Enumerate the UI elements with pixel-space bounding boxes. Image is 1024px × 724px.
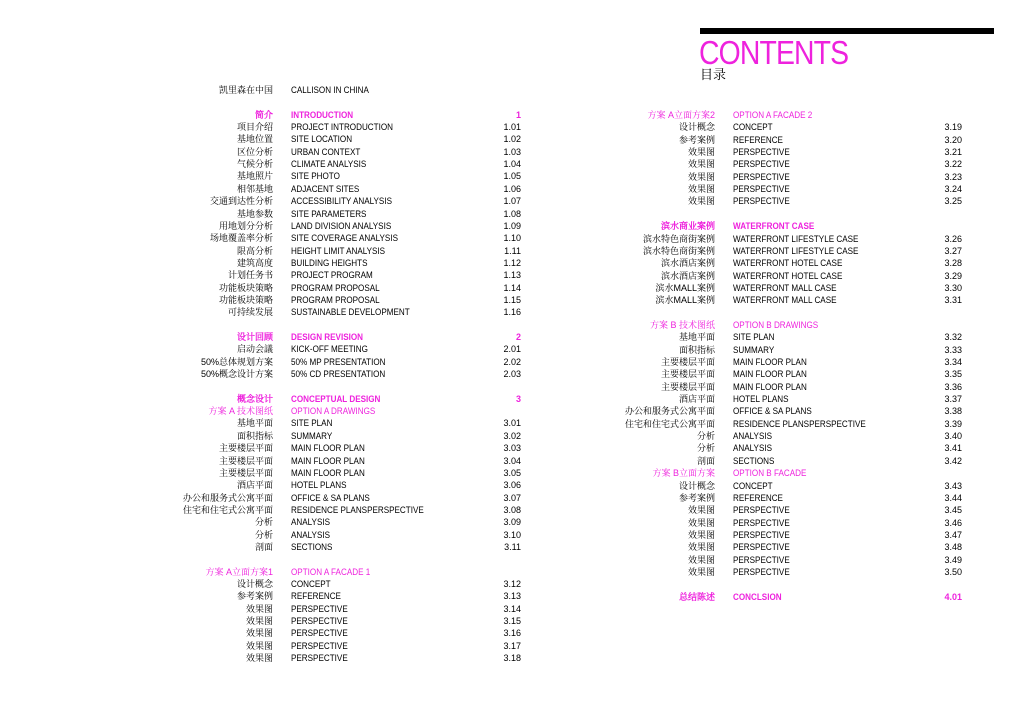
toc-page-number: 1 [515,109,521,120]
toc-english-label: CONCEPTUAL DESIGN [291,393,381,404]
toc-page-number: 3.16 [503,628,521,639]
toc-english-label: 50% CD PRESENTATION [291,369,386,380]
toc-english-label: CONCEPT [733,122,773,133]
toc-english-label: HOTEL PLANS [291,480,347,491]
toc-english-label: ANALYSIS [733,443,773,454]
toc-chinese-label: 分析 [696,443,715,454]
toc-page-number: 3.01 [503,418,521,429]
toc-page-number: 3.28 [944,258,962,269]
toc-entry [0,393,1024,405]
toc-english-label: REFERENCE [291,591,341,602]
toc-chinese-label: 方案 A 技术图纸 [208,406,273,417]
toc-entry [0,455,1024,467]
toc-english-label: CONCEPT [733,480,773,491]
toc-section-heading [0,591,1024,603]
toc-english-label: PERSPECTIVE [733,529,790,540]
toc-english-label: PERSPECTIVE [291,603,348,614]
toc-english-label: PERSPECTIVE [733,147,790,158]
toc-chinese-label: 参考案例 [678,134,715,145]
toc-english-label: PERSPECTIVE [291,653,348,664]
toc-page-number: 3.32 [944,332,962,343]
toc-page-number: 2.02 [503,356,521,367]
toc-chinese-label: 效果图 [687,529,715,540]
toc-english-label: WATERFRONT CASE [733,221,815,232]
toc-entry [0,640,1024,652]
toc-page-number: 3.17 [503,640,521,651]
toc-page-number: 3.25 [944,196,962,207]
toc-entry [0,171,1024,183]
toc-page-number: 3.35 [944,369,962,380]
toc-chinese-label: 剖面 [696,455,715,466]
toc-chinese-label: 区位分析 [236,146,273,157]
toc-chinese-label: 设计概念 [236,579,273,589]
toc-chinese-label: 办公和服务式公寓平面 [182,492,273,503]
toc-entry [0,331,1024,343]
toc-chinese-label: 效果图 [687,159,715,170]
toc-page-number: 3.14 [503,603,521,614]
toc-chinese-label: 滨水酒店案例 [660,270,715,281]
toc-english-label: REFERENCE [733,492,783,503]
toc-page-number: 3.39 [944,418,962,429]
toc-page-number: 3.12 [503,579,521,589]
toc-english-label: URBAN CONTEXT [291,146,361,157]
toc-english-label: SECTIONS [733,455,775,466]
toc-entry [0,208,1024,220]
toc-page-number: 3.29 [944,270,962,281]
toc-chinese-label: 基地平面 [236,418,273,429]
toc-page-number: 3.18 [503,653,521,664]
toc-english-label: SUMMARY [733,344,775,355]
toc-page-number: 3.20 [944,134,962,145]
toc-page-number: 3.47 [944,529,962,540]
toc-page-number: 3.21 [944,147,962,158]
toc-entry [0,405,1024,417]
toc-english-label: SITE PARAMETERS [291,208,367,219]
toc-chinese-label: 效果图 [245,628,273,639]
toc-english-label: OPTION A FACADE 2 [733,110,813,120]
toc-english-label: MAIN FLOOR PLAN [733,381,807,392]
toc-chinese-label: 总结陈述 [678,591,715,602]
toc-english-label: MAIN FLOOR PLAN [291,455,365,466]
toc-entry [0,356,1024,368]
toc-english-label: PERSPECTIVE [733,542,790,553]
toc-english-label: WATERFRONT MALL CASE [733,295,837,306]
toc-page-number: 3.13 [503,591,521,602]
toc-page-number: 3.04 [503,455,521,466]
toc-english-label: MAIN FLOOR PLAN [291,443,365,454]
toc-page-number: 1.07 [503,196,521,207]
toc-chinese-label: 50%概念设计方案 [200,369,273,380]
toc-english-label: SITE COVERAGE ANALYSIS [291,233,398,244]
toc-english-label: PROGRAM PROPOSAL [291,282,380,293]
toc-page-number: 3.07 [503,492,521,503]
toc-page-number: 3.19 [944,122,962,133]
toc-chinese-label: 简介 [254,109,273,120]
toc-english-label: OPTION A FACADE 1 [291,566,371,577]
toc-page-number: 3.23 [944,171,962,182]
toc-chinese-label: 50%总体规划方案 [200,356,273,367]
toc-page-number: 3.34 [944,357,962,367]
toc-entry [0,578,1024,590]
toc-chinese-label: 主要楼层平面 [218,467,273,478]
toc-chinese-label: 酒店平面 [236,480,273,491]
toc-english-label: PERSPECTIVE [291,640,348,651]
toc-entry [0,418,1024,430]
toc-chinese-label: 效果图 [687,517,715,528]
toc-english-label: ANALYSIS [291,529,331,540]
toc-page-number: 3.06 [503,480,521,491]
toc-entry [0,480,1024,492]
toc-chinese-label: 滨水特色商街案例 [642,245,715,256]
toc-chinese-label: 交通到达性分析 [209,196,273,207]
toc-english-label: PROGRAM PROPOSAL [291,294,380,305]
toc-chinese-label: 滨水特色商街案例 [642,233,715,244]
toc-page-number: 3.11 [504,541,521,552]
toc-chinese-label: 方案 B立面方案 [652,468,715,479]
toc-subsection-heading [0,319,1024,331]
toc-chinese-label: 功能板块策略 [218,294,273,305]
toc-page-number: 1.03 [503,146,521,157]
toc-entry [0,627,1024,639]
toc-page-number: 3.40 [944,431,962,442]
toc-english-label: DESIGN REVISION [291,332,364,342]
toc-chinese-label: 滨水MALL案例 [655,282,715,293]
toc-entry [0,306,1024,318]
toc-entry [0,652,1024,664]
toc-english-label: CLIMATE ANALYSIS [291,159,367,170]
toc-chinese-label: 效果图 [687,184,715,195]
toc-chinese-label: 方案 A立面方案2 [647,110,715,120]
toc-page-number: 1.13 [503,270,521,281]
toc-page-number: 3.42 [944,455,962,466]
toc-chinese-label: 方案 B 技术图纸 [649,319,715,330]
toc-english-label: ANALYSIS [733,431,773,442]
toc-page-number: 1.06 [503,183,521,194]
toc-page-number: 3.10 [503,529,521,540]
toc-page-number: 1.05 [503,171,521,182]
toc-english-label: RESIDENCE PLANSPERSPECTIVE [291,504,424,515]
toc-page-number: 3.26 [944,233,962,244]
toc-page-number: 3.50 [944,566,962,577]
toc-chinese-label: 参考案例 [236,591,273,602]
toc-entry [0,344,1024,356]
toc-chinese-label: 主要楼层平面 [218,455,273,466]
toc-chinese-label: 效果图 [245,640,273,651]
toc-english-label: WATERFRONT HOTEL CASE [733,258,843,269]
toc-entry [0,541,1024,553]
toc-english-label: SECTIONS [291,541,333,552]
toc-chinese-label: 主要楼层平面 [218,443,273,454]
toc-english-label: ADJACENT SITES [291,183,360,194]
toc-chinese-label: 设计概念 [678,122,715,133]
toc-entry [0,504,1024,516]
toc-english-label: PERSPECTIVE [733,196,790,207]
toc-chinese-label: 建筑高度 [236,257,273,268]
toc-page-number: 3.44 [944,492,962,503]
toc-entry [0,158,1024,170]
toc-chinese-label: 基地照片 [236,171,273,182]
toc-english-label: PERSPECTIVE [733,566,790,577]
toc-english-label: PERSPECTIVE [733,184,790,195]
toc-entry [0,282,1024,294]
toc-english-label: SITE PHOTO [291,171,340,182]
toc-english-label: PERSPECTIVE [733,554,790,565]
toc-chinese-label: 滨水酒店案例 [660,258,715,269]
toc-english-label: 50% MP PRESENTATION [291,356,386,367]
toc-page-number: 2.03 [503,369,521,380]
toc-chinese-label: 场地覆盖率分析 [209,233,273,244]
toc-page-number: 4.01 [944,591,962,602]
toc-chinese-label: 概念设计 [236,393,273,404]
toc-chinese-label: 效果图 [687,147,715,158]
toc-english-label: SITE LOCATION [291,134,353,145]
toc-page-number: 3.48 [944,542,962,553]
toc-entry [0,517,1024,529]
toc-english-label: OPTION B DRAWINGS [733,319,819,330]
toc-english-label: SUSTAINABLE DEVELOPMENT [291,307,410,318]
toc-page-number: 3.49 [944,554,962,565]
toc-chinese-label: 滨水MALL案例 [655,295,715,306]
toc-page-number: 1.10 [503,233,521,244]
toc-page-number: 3.30 [944,282,962,293]
toc-page-number: 3.31 [944,295,962,306]
toc-chinese-label: 限高分析 [236,245,273,256]
toc-chinese-label: 效果图 [687,196,715,207]
page-subtitle: 目录 [700,67,727,82]
toc-chinese-label: 主要楼层平面 [660,357,715,367]
toc-english-label: WATERFRONT LIFESTYLE CASE [733,233,859,244]
toc-chinese-label: 住宅和住宅式公寓平面 [624,418,715,429]
toc-entry [0,233,1024,245]
toc-page-number: 3.41 [944,443,962,454]
toc-chinese-label: 效果图 [245,616,273,627]
toc-chinese-label: 主要楼层平面 [660,369,715,380]
toc-english-label: HOTEL PLANS [733,394,789,405]
toc-chinese-label: 相邻基地 [236,183,273,194]
toc-page-number: 1.04 [503,159,521,170]
toc-english-label: MAIN FLOOR PLAN [733,357,807,367]
toc-english-label: CONCLSION [733,591,782,602]
toc-subsection-heading [0,467,1024,479]
toc-english-label: BUILDING HEIGHTS [291,257,368,268]
toc-page-number: 3.22 [944,159,962,170]
toc-page-number: 3 [515,393,521,404]
toc-chinese-label: 效果图 [245,603,273,614]
toc-english-label: INTRODUCTION [291,109,354,120]
toc-english-label: PROJECT INTRODUCTION [291,122,394,133]
toc-english-label: WATERFRONT HOTEL CASE [733,270,843,281]
toc-page-number: 3.36 [944,381,962,392]
toc-chinese-label: 效果图 [687,542,715,553]
toc-page-number: 1.16 [503,307,521,318]
toc-english-label: SITE PLAN [733,332,775,343]
toc-page-number: 1.14 [503,282,521,293]
toc-chinese-label: 效果图 [687,566,715,577]
toc-english-label: SUMMARY [291,430,333,441]
toc-chinese-label: 方案 A立面方案1 [205,566,273,577]
toc-entry [0,381,1024,393]
toc-page-number: 3.37 [944,394,962,405]
toc-entry [0,368,1024,380]
toc-english-label: CONCEPT [291,579,331,589]
toc-english-label: KICK-OFF MEETING [291,344,368,355]
toc-page-number: 1.12 [503,257,521,268]
toc-english-label: PERSPECTIVE [733,159,790,170]
toc-chinese-label: 分析 [254,529,273,540]
toc-chinese-label: 功能板块策略 [218,282,273,293]
toc-english-label: WATERFRONT MALL CASE [733,282,837,293]
toc-english-label: PERSPECTIVE [291,616,348,627]
toc-chinese-label: 凯里森在中国 [218,85,273,95]
toc-entry [0,603,1024,615]
toc-chinese-label: 基地参数 [236,208,273,219]
toc-chinese-label: 基地平面 [678,332,715,343]
toc-entry [0,84,1024,96]
toc-page-number: 3.15 [503,616,521,627]
toc-english-label: OFFICE & SA PLANS [733,406,812,417]
toc-chinese-label: 设计概念 [678,480,715,491]
toc-section-heading [0,220,1024,232]
toc-english-label: PERSPECTIVE [733,517,790,528]
toc-english-label: REFERENCE [733,134,783,145]
toc-chinese-label: 主要楼层平面 [660,381,715,392]
toc-english-label: WATERFRONT LIFESTYLE CASE [733,245,859,256]
toc-english-label: OPTION A DRAWINGS [291,406,376,417]
toc-entry [0,121,1024,133]
toc-entry [0,615,1024,627]
toc-chinese-label: 基地位置 [236,134,273,145]
toc-entry [0,183,1024,195]
toc-page-number: 1.15 [503,294,521,305]
toc-entry [0,442,1024,454]
toc-page-number: 3.03 [503,443,521,454]
toc-chinese-label: 办公和服务式公寓平面 [624,406,715,417]
toc-chinese-label: 面积指标 [236,430,273,441]
toc-page-number: 3.33 [944,344,962,355]
toc-page-number: 3.08 [503,504,521,515]
toc-chinese-label: 剖面 [254,541,273,552]
toc-entry [0,270,1024,282]
toc-chinese-label: 效果图 [245,653,273,664]
toc-subsection-heading [0,109,1024,121]
toc-chinese-label: 面积指标 [678,344,715,355]
toc-page-number: 1.08 [503,208,521,219]
toc-english-label: ACCESSIBILITY ANALYSIS [291,196,392,207]
toc-english-label: PERSPECTIVE [733,505,790,516]
toc-english-label: OFFICE & SA PLANS [291,492,370,503]
toc-page-number: 3.02 [503,430,521,441]
toc-chinese-label: 分析 [254,517,273,528]
toc-page-number: 3.05 [503,467,521,478]
toc-entry [0,245,1024,257]
toc-chinese-label: 设计回顾 [236,332,273,342]
toc-english-label: RESIDENCE PLANSPERSPECTIVE [733,418,866,429]
toc-page-number: 3.43 [944,480,962,491]
toc-entry [0,492,1024,504]
toc-chinese-label: 气候分析 [236,159,273,170]
toc-page-number: 2 [515,332,521,342]
toc-page-number: 3.09 [503,517,521,528]
toc-english-label: SITE PLAN [291,418,333,429]
page-title: CONTENTS [699,34,849,71]
toc-chinese-label: 住宅和住宅式公寓平面 [182,504,273,515]
toc-english-label: LAND DIVISION ANALYSIS [291,220,392,231]
toc-page-number: 1.11 [504,245,521,256]
toc-chinese-label: 酒店平面 [678,394,715,405]
toc-page-number: 2.01 [503,344,521,355]
toc-entry [0,195,1024,207]
toc-chinese-label: 可持续发展 [227,307,273,318]
toc-chinese-label: 用地划分分析 [218,220,273,231]
toc-english-label: PERSPECTIVE [733,171,790,182]
toc-english-label: PERSPECTIVE [291,628,348,639]
toc-chinese-label: 项目介绍 [236,122,273,133]
toc-chinese-label: 启动会議 [236,344,273,355]
toc-entry [0,134,1024,146]
toc-page-number: 3.46 [944,517,962,528]
toc-page-number: 1.02 [503,134,521,145]
toc-english-label: MAIN FLOOR PLAN [733,369,807,380]
toc-entry [0,529,1024,541]
toc-english-label: PROJECT PROGRAM [291,270,373,281]
toc-english-label: OPTION B FACADE [733,468,807,479]
toc-chinese-label: 分析 [696,431,715,442]
toc-page-number: 1.09 [503,220,521,231]
toc-page-number: 3.27 [944,245,962,256]
toc-page-number: 3.38 [944,406,962,417]
toc-chinese-label: 滨水商业案例 [660,221,715,232]
toc-entry [0,257,1024,269]
toc-entry [0,566,1024,578]
toc-entry [0,294,1024,306]
toc-page-number: 3.24 [944,184,962,195]
toc-chinese-label: 效果图 [687,171,715,182]
toc-chinese-label: 效果图 [687,554,715,565]
toc-page-number: 1.01 [503,122,521,133]
toc-entry [0,146,1024,158]
toc-page-number: 3.45 [944,505,962,516]
toc-entry [0,554,1024,566]
toc-chinese-label: 计划任务书 [227,270,273,281]
toc-chinese-label: 效果图 [687,505,715,516]
toc-english-label: MAIN FLOOR PLAN [291,467,365,478]
toc-english-label: CALLISON IN CHINA [291,85,369,95]
toc-english-label: ANALYSIS [291,517,331,528]
toc-chinese-label: 参考案例 [678,492,715,503]
toc-entry [0,430,1024,442]
toc-english-label: HEIGHT LIMIT ANALYSIS [291,245,386,256]
